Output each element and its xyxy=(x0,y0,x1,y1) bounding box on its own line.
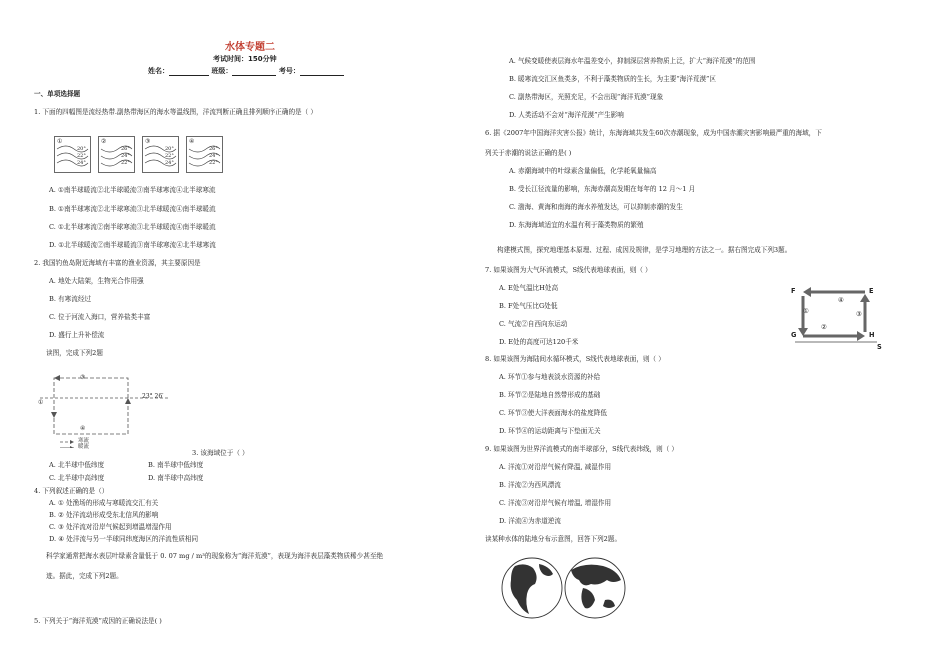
exam-time: 考试时间：150分钟 xyxy=(213,55,277,63)
panel-4-val-a: 26° xyxy=(209,146,218,152)
q2-option-a[interactable]: A. 地处大陆架，生物光合作用强 xyxy=(49,277,144,285)
id-label: 考号： xyxy=(278,67,300,75)
q8-stem: 8. 如果该图为海陆间水循环模式，S线代表地球表面，则（ ） xyxy=(485,355,665,363)
q9-option-a[interactable]: A. 洋流①对沿岸气候有降温, 减湿作用 xyxy=(499,463,612,471)
panel-1-number: ① xyxy=(57,138,63,145)
q5-option-b[interactable]: B. 暖寒流交汇区鱼类多，不利于藻类物质的生长，为主要“海洋荒漠”区 xyxy=(509,75,716,83)
intro-ocean-desert-2: 迹。据此，完成下列2题。 xyxy=(46,572,123,580)
q5-option-c[interactable]: C. 副热带海区，光照充足，不会出现“海洋荒漠”现象 xyxy=(509,93,664,101)
panel-1-val-a: 20° xyxy=(77,146,86,152)
q8-option-d[interactable]: D. 环节④的运动距离与下垫面无关 xyxy=(499,427,601,435)
page-title: 水体专题二 xyxy=(225,42,275,53)
q4-option-c[interactable]: C. ③ 处洋流对沿岸气候起到增温增湿作用 xyxy=(49,523,172,531)
model-num-1: ① xyxy=(803,307,809,315)
q6-option-b[interactable]: B. 受长江径流量的影响，东海赤潮高发期在每年的 12 月～1 月 xyxy=(509,185,696,193)
q4-option-b[interactable]: B. ② 处洋流动形成受东北信风的影响 xyxy=(49,511,159,519)
q3-option-c[interactable]: C. 北半球中高纬度 xyxy=(49,474,105,482)
q1-stem: 1. 下面的四幅图是流经热带.副热带海区的海水等温线图，洋流判断正确且排列顺序正确的是（ ） xyxy=(34,108,317,116)
current-label-4: ④ xyxy=(80,425,86,432)
hemisphere-west xyxy=(502,558,562,618)
q8-option-a[interactable]: A. 环节①参与地表淡水资源的补给 xyxy=(499,373,601,381)
section-heading: 一、单项选择题 xyxy=(34,90,81,98)
id-field[interactable] xyxy=(300,68,344,76)
panel-3-val-b: 22° xyxy=(165,153,174,159)
intro-model: 构建模式图，探究地理基本原理、过程、成因及规律，是学习地理的方法之一。据右图完成下列3题。 xyxy=(497,246,792,254)
q5-stem: 5. 下列关于“海洋荒漠”成因的正确说法是( ) xyxy=(34,617,162,625)
q1-option-b[interactable]: B. ①南半球寒流②北半球寒流③北半球暖流④南半球暖流 xyxy=(49,205,216,213)
q3-option-a[interactable]: A. 北半球中低纬度 xyxy=(49,461,105,469)
q1-option-c[interactable]: C. ①北半球寒流②南半球寒流③北半球暖流④南半球暖流 xyxy=(49,223,216,231)
q7-stem: 7. 如果该图为大气环流模式，S线代表地球表面，则（ ） xyxy=(485,266,652,274)
q2-stem: 2. 我国钓鱼岛附近海域有丰富的渔业资源，其主要原因是 xyxy=(34,259,201,267)
q7-option-d[interactable]: D. E处的高度可达120千米 xyxy=(499,338,579,346)
latitude-label: 23° 26′ xyxy=(142,393,164,400)
read-figure-instruction: 读图，完成下列2题 xyxy=(46,349,103,357)
q7-option-a[interactable]: A. E处气温比H处高 xyxy=(499,284,559,292)
q8-option-c[interactable]: C. 环节③使大洋表面海水的盐度降低 xyxy=(499,409,607,417)
q6-option-c[interactable]: C. 渤海、黄海和南海的海水养殖发达，可以抑制赤潮的发生 xyxy=(509,203,683,211)
intro-map: 读某种水体的陆地分布示意图，回答下列2题。 xyxy=(485,535,622,543)
class-field[interactable] xyxy=(232,68,276,76)
panel-4-val-c: 22° xyxy=(209,160,218,166)
model-label-h: H xyxy=(869,331,875,339)
q6-stem-line1: 6. 据《2007年中国海洋灾害公报》统计，东海海域共发生60次赤潮现象，成为中国赤潮灾害影响最严重的海域，下 xyxy=(485,129,822,137)
model-num-4: ④ xyxy=(838,296,844,304)
q2-option-c[interactable]: C. 位于河流入海口，营养盐类丰富 xyxy=(49,313,151,321)
q8-option-b[interactable]: B. 环节②是陆地自然带形成的基础 xyxy=(499,391,601,399)
q7-option-b[interactable]: B. F处气压比G处低 xyxy=(499,302,558,310)
q2-option-b[interactable]: B. 有寒流经过 xyxy=(49,295,92,303)
q9-option-d[interactable]: D. 洋流④为赤道逆流 xyxy=(499,517,561,525)
q9-stem: 9. 如果该图为世界洋流模式的南半球部分，S线代表纬线，则（ ） xyxy=(485,445,679,453)
q4-option-d[interactable]: D. ④ 处洋流与另一半球同纬度海区的洋流性质相同 xyxy=(49,535,199,543)
q6-option-d[interactable]: D. 东海海域适宜的水温有利于藻类物质的繁殖 xyxy=(509,221,644,229)
legend-warm: 暖流 xyxy=(78,444,90,450)
panel-1-val-c: 24° xyxy=(77,160,86,166)
panel-2-val-a: 26° xyxy=(121,146,130,152)
q3-option-d[interactable]: D. 南半球中高纬度 xyxy=(148,474,204,482)
model-num-3: ③ xyxy=(856,310,862,318)
model-label-g: G xyxy=(791,331,797,339)
q3-stem: 3. 该海域位于（ ） xyxy=(192,449,249,457)
student-info-line xyxy=(148,66,344,76)
legend-cold: 寒流 xyxy=(78,438,90,444)
q4-option-a[interactable]: A. ① 处渔场的形成与寒暖流交汇有关 xyxy=(49,499,159,507)
panel-1-val-b: 22° xyxy=(77,153,86,159)
name-label: 姓名： xyxy=(148,67,169,75)
q7-option-c[interactable]: C. 气流②自西向东运动 xyxy=(499,320,568,328)
panel-2-val-b: 24° xyxy=(121,153,130,159)
current-label-3: ③ xyxy=(80,374,86,381)
model-label-e: E xyxy=(869,287,874,295)
q5-option-d[interactable]: D. 人类活动不会对“海洋荒漠”产生影响 xyxy=(509,111,624,119)
q2-option-d[interactable]: D. 盛行上升补偿流 xyxy=(49,331,105,339)
class-label: 班级： xyxy=(211,67,233,75)
q9-option-b[interactable]: B. 洋流②为西风漂流 xyxy=(499,481,561,489)
q9-option-c[interactable]: C. 洋流③对沿岸气候有增温, 增湿作用 xyxy=(499,499,612,507)
q3-option-b[interactable]: B. 南半球中低纬度 xyxy=(148,461,204,469)
q4-stem: 4. 下列叙述正确的是（） xyxy=(34,487,109,495)
panel-3-number: ③ xyxy=(145,138,151,145)
panel-2-val-c: 22° xyxy=(121,160,130,166)
panel-4-number: ④ xyxy=(189,138,195,145)
model-label-s: S xyxy=(877,343,882,351)
panel-4-val-b: 24° xyxy=(209,153,218,159)
model-num-2: ② xyxy=(821,323,827,331)
ocean-current-figure xyxy=(40,368,170,448)
current-label-1: ① xyxy=(38,399,44,406)
intro-ocean-desert-1: 科学家通常把海水表层叶绿素含量低于 0. 07 mg / m³的现象称为“海洋荒漠”，表现为海洋表层藻类物质稀少甚至绝 xyxy=(46,552,384,560)
name-field[interactable] xyxy=(169,68,209,76)
q6-option-a[interactable]: A. 赤潮海域中的叶绿素含量偏低，化学耗氧量偏高 xyxy=(509,167,657,175)
q6-stem-line2: 列关于赤潮的说法正确的是( ) xyxy=(485,149,572,157)
panel-3-val-c: 24° xyxy=(165,160,174,166)
hemisphere-map xyxy=(499,556,629,620)
q1-option-a[interactable]: A. ①南半球暖流②北半球暖流③南半球寒流④北半球寒流 xyxy=(49,186,216,194)
hemisphere-east xyxy=(565,558,625,618)
panel-2-number: ② xyxy=(101,138,107,145)
panel-3-val-a: 20° xyxy=(165,146,174,152)
q5-option-a[interactable]: A. 气候变暖使表层海水年温差变小，抑制深层营养物质上泛，扩大“海洋荒漠”的范围 xyxy=(509,57,756,65)
q1-option-d[interactable]: D. ①北半球暖流②南半球暖流③南半球寒流④北半球寒流 xyxy=(49,241,216,249)
model-label-f: F xyxy=(791,287,796,295)
